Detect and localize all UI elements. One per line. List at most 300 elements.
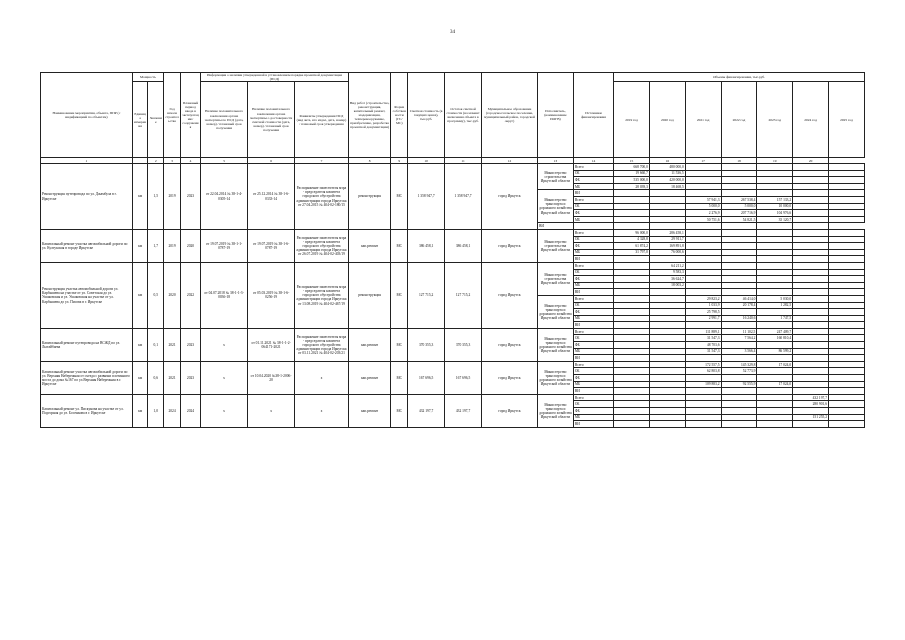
funding-amount	[721, 322, 757, 329]
psd-cost-check: от 25.12.2014 № 38-1-6-0333-14	[248, 164, 295, 230]
year-start: 2019	[164, 164, 181, 230]
funding-amount	[649, 401, 685, 408]
table-row	[41, 262, 865, 269]
column-number: 13	[538, 158, 574, 164]
funding-source: ОБ	[573, 335, 613, 342]
funding-amount	[721, 223, 757, 230]
funding-amount	[685, 164, 721, 171]
funding-amount: 86 599,2	[757, 348, 793, 355]
funding-amount	[614, 309, 650, 316]
funding-source: МБ	[573, 183, 613, 190]
header-year: 2023 год	[757, 82, 793, 158]
funding-amount	[649, 348, 685, 355]
work-type: кап.ремонт	[348, 229, 391, 262]
funding-amount	[828, 381, 864, 388]
funding-amount: 267 538,4	[721, 197, 757, 204]
column-number: 4	[180, 158, 200, 164]
funding-amount	[757, 164, 793, 171]
funding-amount: 92 555,9	[721, 381, 757, 388]
funding-amount: 172 557,5	[685, 361, 721, 368]
header-est-cost: Сметная стоимость (в текущих ценах), тыс.руб.	[408, 73, 445, 158]
funding-amount: 5 030,0	[757, 295, 793, 302]
funding-source: Всего	[573, 328, 613, 335]
column-number: 20	[793, 158, 829, 164]
funding-amount	[757, 170, 793, 177]
funding-amount	[649, 190, 685, 197]
capacity-value: 0,6	[148, 361, 164, 394]
funding-source: ФБ	[573, 375, 613, 382]
header-sources: Источники финансирования	[573, 73, 613, 158]
funding-amount	[685, 276, 721, 283]
funding-amount	[793, 236, 829, 243]
funding-source: ВИ	[573, 289, 613, 296]
psd-cost-check: от 10.04.2020 №38-1-2006-20	[248, 361, 295, 394]
funding-amount	[649, 342, 685, 349]
psd-expert: х	[201, 361, 248, 394]
funding-amount	[721, 375, 757, 382]
psd-approval: х	[295, 394, 349, 427]
municipality: город Иркутск	[482, 361, 538, 394]
funding-amount	[828, 170, 864, 177]
funding-amount	[828, 394, 864, 401]
psd-cost-check: от 19.07.2019 № 38-1-6-0787-19	[248, 229, 295, 262]
funding-amount: 57 941,3	[685, 197, 721, 204]
work-type: реконструкция	[348, 262, 391, 328]
header-year: 2021 год	[685, 82, 721, 158]
funding-amount	[793, 216, 829, 223]
funding-amount: 151 255,2	[793, 414, 829, 421]
remaining-cost: 386 458,1	[445, 229, 482, 262]
funding-amount: 3 566,4	[721, 348, 757, 355]
psd-expert: от 22.04.2014 № 38-1-4-0305-14	[201, 164, 248, 230]
funding-amount	[793, 243, 829, 250]
year-end: 2022	[180, 262, 200, 328]
funding-amount: 535 000,0	[614, 177, 650, 184]
funding-amount	[721, 170, 757, 177]
funding-amount	[573, 223, 613, 230]
funding-amount	[828, 328, 864, 335]
funding-amount	[828, 309, 864, 316]
funding-amount: 52 773,9	[721, 368, 757, 375]
funding-amount: 28 039,3	[614, 183, 650, 190]
funding-amount	[793, 229, 829, 236]
funding-source: ОБ	[573, 368, 613, 375]
psd-expert: х	[201, 328, 248, 361]
funding-amount	[649, 375, 685, 382]
funding-amount	[793, 421, 829, 428]
funding-amount	[793, 203, 829, 210]
funding-amount	[721, 262, 757, 269]
funding-amount	[828, 177, 864, 184]
work-type: кап.ремонт	[348, 361, 391, 394]
funding-amount: 145 329,8	[721, 361, 757, 368]
funding-amount	[757, 269, 793, 276]
funding-amount	[757, 183, 793, 190]
funding-amount: 432 197,7	[793, 394, 829, 401]
funding-amount: 76 000,6	[649, 249, 685, 256]
funding-amount	[828, 216, 864, 223]
header-remain: Остаток сметной стоимости (на момент включения объекта в программу), тыс.руб.	[445, 73, 482, 158]
funding-amount	[649, 223, 685, 230]
funding-source: МБ	[573, 282, 613, 289]
funding-amount: 35 120,7	[757, 216, 793, 223]
funding-amount	[793, 302, 829, 309]
funding-amount	[685, 223, 721, 230]
funding-amount	[685, 183, 721, 190]
capacity-value: 1,5	[148, 164, 164, 230]
header-executor: Исполнитель, (наименование ИОГВ)	[538, 73, 574, 158]
funding-amount	[828, 302, 864, 309]
executor: Министерство транспорта и дорожного хозяйства Иркутской области	[538, 295, 574, 328]
capacity-unit: км	[132, 394, 148, 427]
funding-amount	[793, 190, 829, 197]
funding-amount	[649, 203, 685, 210]
funding-amount: 62 803,8	[685, 368, 721, 375]
funding-amount	[757, 282, 793, 289]
funding-amount	[828, 276, 864, 283]
funding-amount	[614, 328, 650, 335]
funding-amount	[614, 322, 650, 329]
funding-amount	[614, 355, 650, 362]
funding-amount	[685, 190, 721, 197]
funding-amount: 17 024,0	[757, 361, 793, 368]
year-end: 2020	[180, 229, 200, 262]
object-name: Капитальный ремонт участка автомобильной дороги по ул. Верхняя Набережная от съезда с развязки плотинного моста до дома №167 по ул.Верхняя Набережная в г. Иркутске	[41, 361, 133, 394]
funding-source: ОБ	[573, 269, 613, 276]
funding-amount	[757, 401, 793, 408]
funding-amount	[649, 394, 685, 401]
estimated-cost: 386 458,1	[408, 229, 445, 262]
funding-amount	[793, 249, 829, 256]
funding-amount: 104 976,6	[757, 210, 793, 217]
object-name: Капитальный ремонт путепровода на ВСЖД по ул. Лытайбаева	[41, 328, 133, 361]
funding-source: Всего	[573, 229, 613, 236]
funding-amount	[649, 322, 685, 329]
header-year: 2020 год	[649, 82, 685, 158]
funding-amount	[793, 177, 829, 184]
funding-amount	[793, 289, 829, 296]
funding-source: ОБ	[573, 170, 613, 177]
funding-amount	[614, 381, 650, 388]
funding-source: ВИ	[573, 190, 613, 197]
column-number: 12	[482, 158, 538, 164]
funding-amount	[828, 375, 864, 382]
funding-amount	[721, 256, 757, 263]
executor: Министерство строительства Иркутской области	[538, 262, 574, 295]
funding-amount	[649, 335, 685, 342]
funding-amount	[793, 256, 829, 263]
funding-amount	[828, 368, 864, 375]
psd-expert: от 19.07.2019 № 38-1-1-0787-19	[201, 229, 248, 262]
funding-amount	[793, 315, 829, 322]
funding-source: МБ	[573, 414, 613, 421]
funding-amount	[828, 262, 864, 269]
funding-amount	[793, 210, 829, 217]
funding-amount	[721, 342, 757, 349]
year-start: 2024	[164, 394, 181, 427]
funding-amount	[685, 229, 721, 236]
executor: Министерство транспорта и дорожного хозяйства Иркутской области	[538, 361, 574, 394]
funding-amount	[685, 408, 721, 415]
funding-amount	[614, 216, 650, 223]
funding-amount	[685, 249, 721, 256]
funding-amount: 31 547,3	[685, 348, 721, 355]
psd-expert: от 04.07.2018 № 38-1-1-3-0036-18	[201, 262, 248, 328]
remaining-cost: 1 358 947,7	[445, 164, 482, 230]
funding-amount	[793, 295, 829, 302]
funding-amount	[828, 236, 864, 243]
funding-source: Всего	[573, 262, 613, 269]
funding-amount: 18 468,5	[649, 183, 685, 190]
funding-amount	[828, 315, 864, 322]
funding-amount: 109 883,2	[685, 381, 721, 388]
estimated-cost: 1 358 947,7	[408, 164, 445, 230]
funding-amount	[757, 388, 793, 395]
funding-amount	[828, 414, 864, 421]
funding-amount	[828, 282, 864, 289]
funding-amount	[757, 262, 793, 269]
funding-amount	[614, 197, 650, 204]
funding-table	[40, 72, 865, 428]
table-row	[41, 361, 865, 368]
funding-amount	[649, 421, 685, 428]
funding-source: ВИ	[573, 256, 613, 263]
municipality: город Иркутск	[482, 229, 538, 262]
funding-source: Всего	[573, 394, 613, 401]
year-end: 2024	[180, 394, 200, 427]
municipality: город Иркутск	[482, 394, 538, 427]
funding-amount	[721, 236, 757, 243]
funding-amount: 2 276,9	[685, 210, 721, 217]
funding-amount	[828, 203, 864, 210]
funding-amount	[793, 388, 829, 395]
funding-amount: 480 000,0	[649, 164, 685, 171]
funding-amount	[685, 289, 721, 296]
funding-amount	[757, 276, 793, 283]
municipality: город Иркутск	[482, 164, 538, 230]
funding-amount	[757, 243, 793, 250]
funding-amount	[721, 282, 757, 289]
funding-source: ОБ	[573, 203, 613, 210]
capacity-value: 1,0	[148, 394, 164, 427]
funding-amount	[649, 381, 685, 388]
object-name: Капитальный ремонт участка автомобильной дороги по ул. Култукская в городе Иркутске	[41, 229, 133, 262]
funding-source: Всего	[573, 164, 613, 171]
funding-amount: 36 624,7	[649, 276, 685, 283]
capacity-unit: км	[132, 164, 148, 230]
funding-amount: 111 889,1	[685, 328, 721, 335]
funding-amount	[614, 421, 650, 428]
psd-approval: х	[295, 361, 349, 394]
year-start: 2021	[164, 361, 181, 394]
funding-amount	[614, 335, 650, 342]
executor: Министерство транспорта и дорожного хозяйства Иркутской области	[538, 190, 574, 223]
funding-source: МБ	[573, 315, 613, 322]
funding-amount	[614, 401, 650, 408]
estimated-cost: 167 696,5	[408, 361, 445, 394]
funding-amount	[649, 309, 685, 316]
funding-source: Всего	[573, 197, 613, 204]
remaining-cost: 370 355,3	[445, 328, 482, 361]
funding-amount	[649, 210, 685, 217]
funding-amount: 280 901,6	[793, 401, 829, 408]
funding-amount: 9 583,3	[649, 269, 685, 276]
funding-amount	[614, 408, 650, 415]
executor: Министерство строительства Иркутской области	[538, 164, 574, 190]
table-header	[41, 73, 865, 164]
funding-amount: 31 797,0	[614, 249, 650, 256]
funding-amount: 160 810,4	[757, 335, 793, 342]
object-name: Реконструкция участка автомобильной дороги ул. Карбышева на участке от ул. Советская до ул. Ушаковская и ул. Ушаковская на участке от ул. Карбышева до ул. Писова в г. Иркутске	[41, 262, 133, 328]
funding-amount	[828, 348, 864, 355]
funding-amount	[757, 223, 793, 230]
funding-amount	[649, 414, 685, 421]
table-row	[41, 328, 865, 335]
funding-source: МБ	[573, 216, 613, 223]
funding-amount	[614, 210, 650, 217]
funding-amount	[649, 302, 685, 309]
funding-amount	[721, 183, 757, 190]
header-year: 2022 год	[721, 82, 757, 158]
remaining-cost: 432 197,7	[445, 394, 482, 427]
psd-approval: Распоряжение заместителя мэра - председателя комитета городского обустройства администрации города Иркутска от 13.08.2019 № 404-02-467/19	[295, 262, 349, 328]
funding-source: ФБ	[573, 342, 613, 349]
funding-amount: 46 414,0	[721, 295, 757, 302]
remaining-cost: 167 696,5	[445, 361, 482, 394]
object-name: Реконструкция путепровода по ул. Джамбула в г. Иркутске	[41, 164, 133, 230]
capacity-value: 1,7	[148, 229, 164, 262]
header-year: 2019 год	[614, 82, 650, 158]
funding-amount	[757, 342, 793, 349]
header-psd-act: Реквизиты утверждения ПСД (вид акта, кто издал, дата, номер) / плановый срок утверждения	[295, 82, 349, 158]
executor: Министерство транспорта и дорожного хозяйства Иркутской области	[538, 328, 574, 361]
funding-amount	[757, 322, 793, 329]
municipality: город Иркутск	[482, 328, 538, 361]
funding-amount	[757, 229, 793, 236]
year-start: 2019	[164, 229, 181, 262]
funding-amount	[757, 414, 793, 421]
header-year-end: Плановый период ввода в эксплуатацию/ сооружения	[180, 73, 200, 158]
funding-source: ОБ	[573, 401, 613, 408]
ownership: МС	[391, 229, 408, 262]
funding-amount	[828, 229, 864, 236]
funding-amount	[793, 223, 829, 230]
funding-source: Всего	[573, 295, 613, 302]
header-capacity: Мощность	[132, 73, 163, 82]
funding-source: ВИ	[573, 421, 613, 428]
funding-amount: 1 282,5	[757, 302, 793, 309]
funding-amount	[614, 388, 650, 395]
header-year: 2025 год	[828, 82, 864, 158]
funding-amount: 29 911,7	[649, 236, 685, 243]
funding-amount: 54 821,5	[721, 216, 757, 223]
funding-amount	[793, 408, 829, 415]
funding-amount	[828, 197, 864, 204]
funding-source: ФБ	[573, 177, 613, 184]
funding-amount: 10 000,0	[757, 203, 793, 210]
funding-amount	[649, 408, 685, 415]
funding-amount	[685, 170, 721, 177]
funding-source: ФБ	[573, 276, 613, 283]
funding-source: Всего	[573, 361, 613, 368]
funding-amount	[614, 203, 650, 210]
funding-amount: 2 991,7	[685, 315, 721, 322]
funding-amount	[793, 381, 829, 388]
funding-amount	[614, 342, 650, 349]
object-name: Капитальный ремонт ул. Пискунова на участке от ул. Подгорная до ул. Босенкова в г. Иркутске	[41, 394, 133, 427]
estimated-cost: 370 355,3	[408, 328, 445, 361]
capacity-unit: км	[132, 229, 148, 262]
funding-source: ВИ	[538, 223, 574, 230]
funding-amount	[685, 388, 721, 395]
funding-source: МБ	[573, 348, 613, 355]
header-ownership: Форма собственности (ГС/ МС)	[391, 73, 408, 158]
funding-amount	[757, 408, 793, 415]
funding-amount	[685, 375, 721, 382]
funding-amount	[793, 322, 829, 329]
funding-amount	[828, 295, 864, 302]
funding-source: ВИ	[573, 355, 613, 362]
funding-amount	[614, 276, 650, 283]
funding-amount	[757, 368, 793, 375]
funding-source: ОБ	[573, 302, 613, 309]
funding-amount: 4 328,8	[614, 236, 650, 243]
funding-amount	[757, 394, 793, 401]
funding-amount	[721, 421, 757, 428]
psd-approval: Распоряжение заместителя мэра - председателя комитета городского обустройства администрации города Иркутска от 26.07.2019 № 404-02-403/19	[295, 229, 349, 262]
funding-amount	[649, 216, 685, 223]
funding-amount	[614, 282, 650, 289]
funding-source: МБ	[573, 249, 613, 256]
funding-amount	[721, 269, 757, 276]
funding-amount	[757, 256, 793, 263]
funding-amount	[828, 289, 864, 296]
psd-approval: Распоряжение заместителя мэра - председателя комитета городского обустройства администрации города Иркутска от 03.11.2021 № 404-02-203/21	[295, 328, 349, 361]
funding-amount	[793, 361, 829, 368]
funding-amount: 48 703,6	[685, 342, 721, 349]
funding-amount	[721, 229, 757, 236]
executor: Министерство строительства Иркутской области	[538, 229, 574, 262]
funding-amount	[828, 322, 864, 329]
funding-amount	[757, 177, 793, 184]
funding-source: ФБ	[573, 210, 613, 217]
funding-amount	[721, 289, 757, 296]
column-number: 3	[164, 158, 181, 164]
column-number: 18	[721, 158, 757, 164]
funding-amount	[757, 289, 793, 296]
funding-amount: 247 409,7	[757, 328, 793, 335]
funding-amount	[828, 269, 864, 276]
funding-source: ФБ	[573, 309, 613, 316]
funding-amount	[757, 309, 793, 316]
column-number: 8	[348, 158, 391, 164]
year-end: 2023	[180, 164, 200, 230]
header-municipality: Муниципальное образование (городское/сельское поселение, муниципальный район, городской округ)	[482, 73, 538, 158]
ownership: МС	[391, 394, 408, 427]
work-type: кап.ремонт	[348, 394, 391, 427]
funding-amount	[614, 262, 650, 269]
header-work-type: Вид работ (строительство, реконструкция, капитальный ремонт, модернизация, техперевооружение, приобретение, разработка проектной документации)	[348, 73, 391, 158]
psd-cost-check: х	[248, 394, 295, 427]
funding-amount	[828, 355, 864, 362]
funding-amount	[721, 394, 757, 401]
funding-source: ВИ	[573, 388, 613, 395]
year-end: 2023	[180, 328, 200, 361]
year-start: 2021	[164, 328, 181, 361]
funding-amount: 20 178,4	[721, 302, 757, 309]
funding-amount: 16 240,6	[721, 315, 757, 322]
funding-amount	[828, 210, 864, 217]
